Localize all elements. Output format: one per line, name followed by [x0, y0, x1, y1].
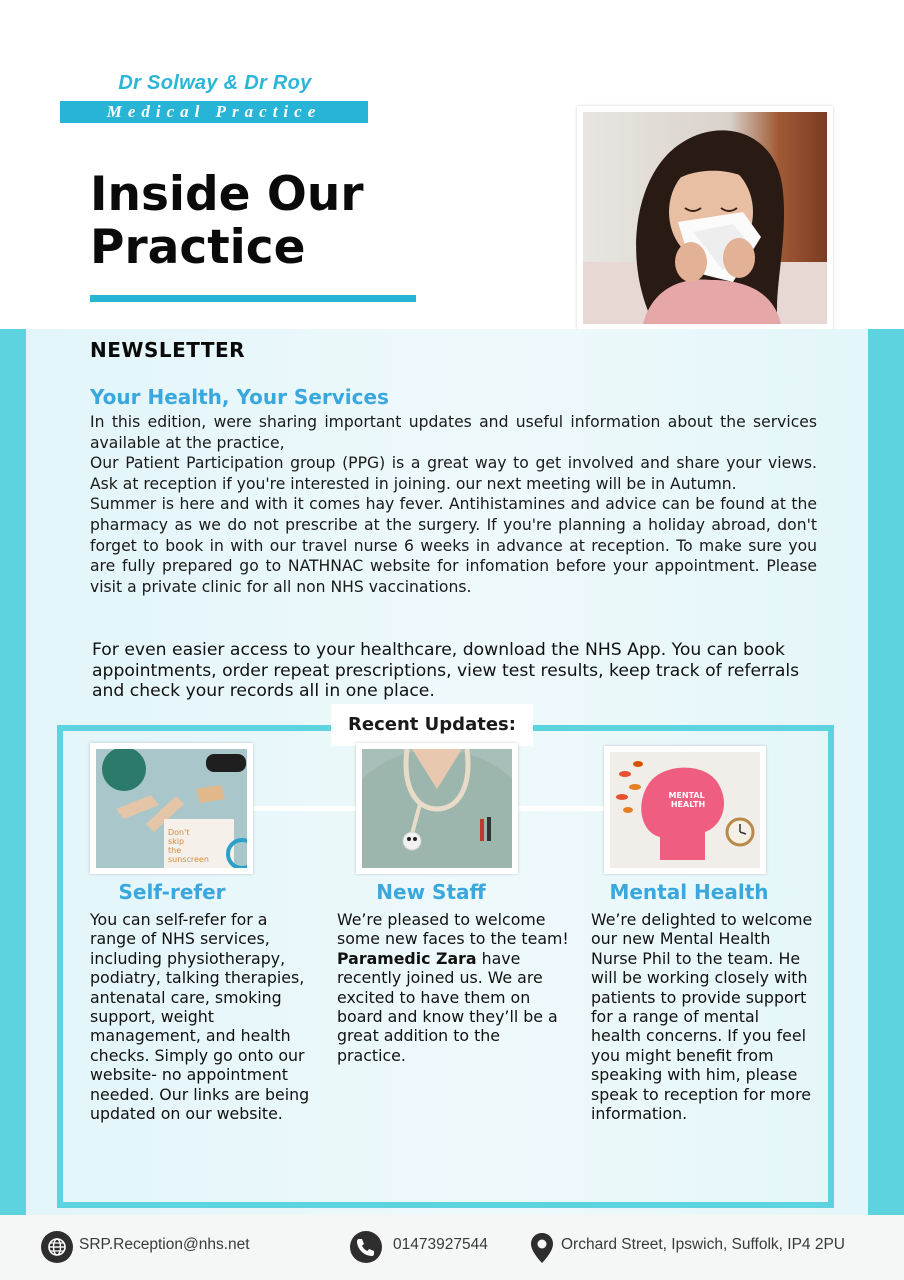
mental-health-text: We’re delighted to welcome our new Mental Health Nurse Phil to the team. He will be working closely with patients to provide support for a range of mental health concerns. If you feel you might benefit from speaking with him, please speak to reception for more information.	[591, 910, 813, 1124]
page-title	[90, 168, 470, 274]
self-refer-title: Self-refer	[118, 880, 226, 904]
intro-text	[90, 412, 817, 597]
title-underline	[90, 295, 416, 302]
new-staff-name: Paramedic Zara	[337, 948, 477, 968]
hay-fever-paragraph: Summer is here and with it comes hay fever. Antihistamines and advice can be found at the pharmacy as we do not prescribe at the surgery. If you're planning a holiday abroad, don't forget to book in with our travel nurse 6 weeks in advance at reception. To make sure you are fully prepared go to NATHNAC website for infomation before your appointment. Please visit a private clinic for all non NHS vaccinations.	[90, 495, 817, 596]
new-staff-text-end: have recently joined us. We are excited to have them on board and know they’ll be a great addition to the practice.	[337, 948, 558, 1065]
new-staff-text-start: We’re pleased to welcome some new faces to the team!	[337, 910, 569, 949]
sunscreen-image	[96, 749, 247, 868]
recent-updates-label: Recent Updates:	[331, 704, 533, 746]
self-refer-text: You can self-refer for a range of NHS services, including physiotherapy, podiatry, talking therapies, antenatal care, smoking support, weight management, and health checks. Simply go onto our website- no appointment needed. Our links are being updated on our website.	[90, 910, 310, 1124]
nhs-app-paragraph: For even easier access to your healthcare, download the NHS App. You can book appointments, order repeat prescriptions, view test results, keep track of referrals and check your records all in one place.	[92, 640, 800, 702]
new-staff-title: New Staff	[376, 880, 486, 904]
intro-paragraph: In this edition, were sharing important updates and useful information about the services available at the practice,	[90, 413, 817, 452]
hero-photo-girl-sneezing	[583, 112, 827, 324]
address-text: Orchard Street, Ipswich, Suffolk, IP4 2PU	[561, 1236, 846, 1253]
nurse-stethoscope-image	[362, 749, 512, 868]
mental-health-image-frame	[604, 746, 766, 874]
self-refer-image-frame	[90, 743, 253, 874]
practice-logo	[60, 72, 370, 123]
globe-icon	[41, 1231, 73, 1263]
hero-photo-frame	[577, 106, 833, 330]
section-heading: Your Health, Your Services	[90, 385, 389, 409]
connector-line	[252, 806, 360, 811]
logo-medical-practice-bar: Medical Practice	[60, 101, 368, 123]
sunscreen-card-text: Don't skip the sunscreen	[168, 828, 209, 864]
location-pin-icon	[529, 1231, 555, 1263]
phone-number: 01473927544	[393, 1236, 488, 1253]
mental-health-image	[610, 752, 760, 868]
mental-health-image-text: MENTAL HEALTH	[668, 791, 706, 809]
logo-doctors-names: Dr Solway & Dr Roy	[118, 72, 312, 94]
new-staff-text	[337, 910, 573, 1065]
mental-health-title: Mental Health	[609, 880, 769, 904]
connector-line	[517, 806, 607, 811]
email-link[interactable]: SRP.Reception@nhs.net	[79, 1236, 250, 1253]
title-line-1: Inside Our	[90, 167, 364, 222]
newsletter-label: NEWSLETTER	[90, 338, 246, 362]
phone-icon	[350, 1231, 382, 1263]
title-line-2: Practice	[90, 220, 306, 275]
ppg-paragraph: Our Patient Participation group (PPG) is a great way to get involved and share your views. Ask at reception if you're interested in joining. our next meeting will be in Autumn.	[90, 454, 817, 493]
new-staff-image-frame	[356, 743, 518, 874]
